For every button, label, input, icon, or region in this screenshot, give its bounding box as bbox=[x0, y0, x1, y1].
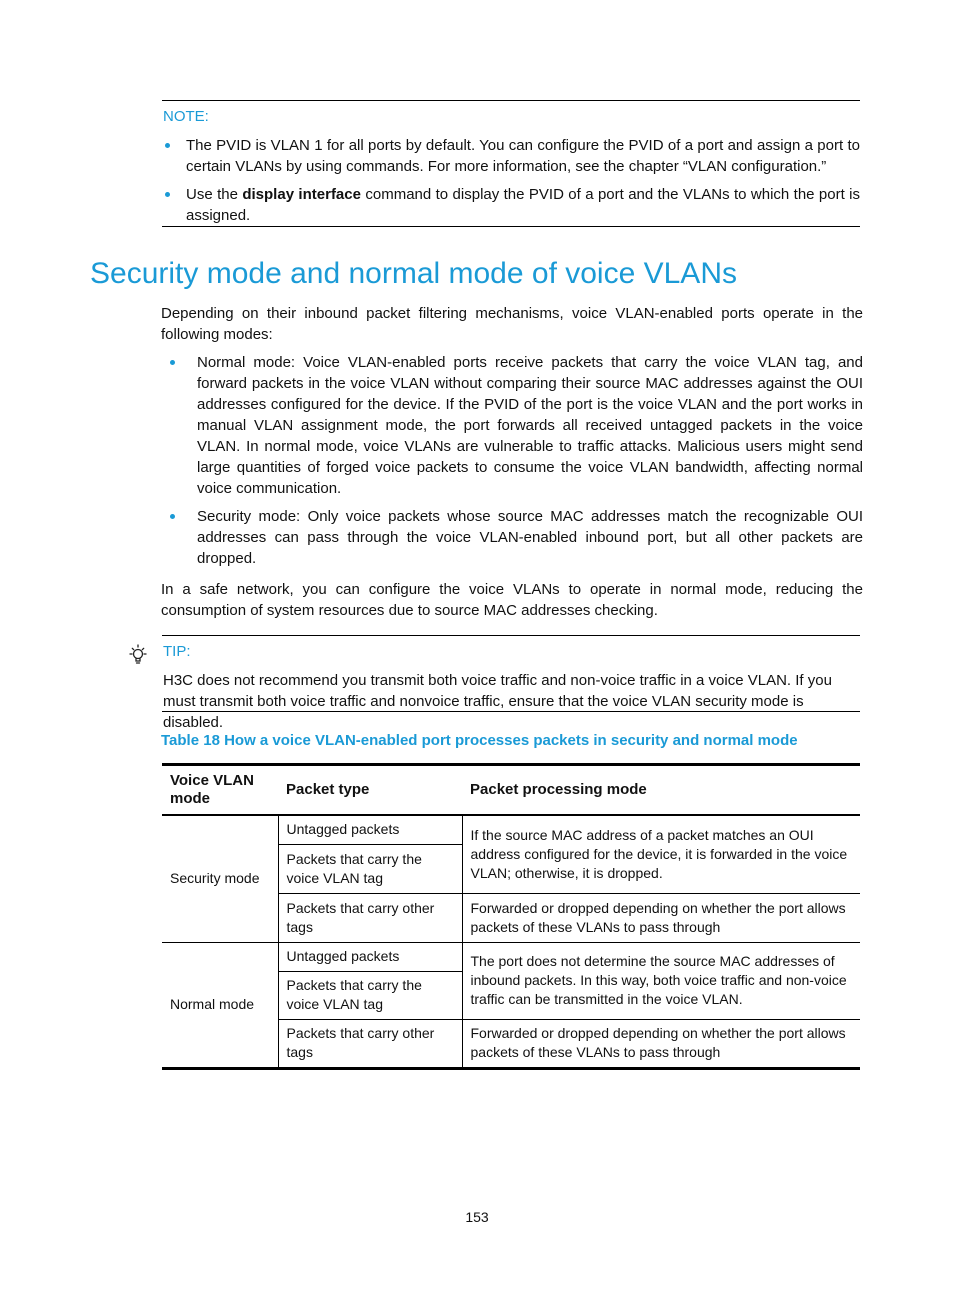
bullet-icon bbox=[170, 360, 175, 365]
packet-type-cell: Untagged packets bbox=[278, 942, 462, 971]
note-item-2: Use the display interface command to display the PVID of a port and the VLANs to which the port is assigned. bbox=[186, 186, 860, 224]
processing-cell: Forwarded or dropped depending on whether the port allows packets of these VLANs to pass through bbox=[462, 893, 860, 942]
header-packet-type: Packet type bbox=[278, 765, 462, 816]
table-row bbox=[162, 815, 860, 844]
packet-type-cell: Packets that carry other tags bbox=[278, 1019, 462, 1068]
processing-cell: Forwarded or dropped depending on whether the port allows packets of these VLANs to pass through bbox=[462, 1019, 860, 1068]
bullet-icon bbox=[170, 514, 175, 519]
mode-cell: Security mode bbox=[162, 815, 278, 942]
section-title: Security mode and normal mode of voice VLANs bbox=[90, 257, 737, 290]
packet-processing-table bbox=[162, 763, 860, 1070]
tip-text: H3C does not recommend you transmit both voice traffic and non-voice traffic in a voice VLAN. If you must transmit both voice traffic and nonvoice traffic, ensure that the voice VLAN security mode is disabled. bbox=[163, 672, 832, 731]
processing-cell: The port does not determine the source MAC addresses of inbound packets. In this way, both voice traffic and non-voice traffic can be transmitted in the voice VLAN. bbox=[462, 942, 860, 1019]
packet-type-cell: Untagged packets bbox=[278, 815, 462, 844]
mode-cell: Normal mode bbox=[162, 942, 278, 1068]
command-name: display interface bbox=[242, 186, 361, 203]
intro-paragraph: Depending on their inbound packet filtering mechanisms, voice VLAN-enabled ports operate in the following modes: bbox=[161, 305, 863, 343]
note-top-rule bbox=[162, 100, 860, 101]
tip-top-rule bbox=[162, 635, 860, 636]
header-processing-mode: Packet processing mode bbox=[462, 765, 860, 816]
header-voice-vlan-mode: Voice VLAN mode bbox=[162, 765, 278, 816]
note-item-1: The PVID is VLAN 1 for all ports by default. You can configure the PVID of a port and assign a port to certain VLANs by using commands. For more information, see the chapter “VLAN configuration.” bbox=[186, 137, 860, 175]
safe-network-paragraph: In a safe network, you can configure the voice VLANs to operate in normal mode, reducing the consumption of system resources due to source MAC addresses checking. bbox=[161, 581, 863, 619]
normal-mode-item: Normal mode: Voice VLAN-enabled ports receive packets that carry the voice VLAN tag, and forward packets in the voice VLAN without comparing their source MAC addresses against the OUI addresses configured for the device. If the PVID of the port is the voice VLAN and the port works in manual VLAN assignment mode, the port forwards all received untagged packets in the voice VLAN. In normal mode, voice VLANs are vulnerable to traffic attacks. Malicious users might send large quantities of forged voice packets to consume the voice VLAN bandwidth, affecting normal voice communication. bbox=[197, 354, 863, 497]
table-caption: Table 18 How a voice VLAN-enabled port processes packets in security and normal mode bbox=[161, 732, 798, 749]
packet-type-cell: Packets that carry the voice VLAN tag bbox=[278, 971, 462, 1019]
packet-type-cell: Packets that carry the voice VLAN tag bbox=[278, 844, 462, 893]
lightbulb-icon bbox=[126, 643, 150, 667]
bullet-icon bbox=[165, 192, 170, 197]
tip-bottom-rule bbox=[162, 711, 860, 712]
note-label: NOTE: bbox=[163, 108, 209, 125]
security-mode-item: Security mode: Only voice packets whose source MAC addresses match the recognizable OUI addresses can pass through the voice VLAN-enabled inbound port, but all other packets are dropped. bbox=[197, 508, 863, 567]
table-header-row bbox=[162, 765, 860, 816]
tip-label: TIP: bbox=[163, 643, 191, 660]
table-row bbox=[162, 942, 860, 971]
note-bottom-rule bbox=[162, 226, 860, 227]
processing-cell: If the source MAC address of a packet matches an OUI address configured for the device, it is forwarded in the voice VLAN; otherwise, it is dropped. bbox=[462, 815, 860, 893]
packet-type-cell: Packets that carry other tags bbox=[278, 893, 462, 942]
bullet-icon bbox=[165, 143, 170, 148]
page-number: 153 bbox=[465, 1209, 489, 1225]
